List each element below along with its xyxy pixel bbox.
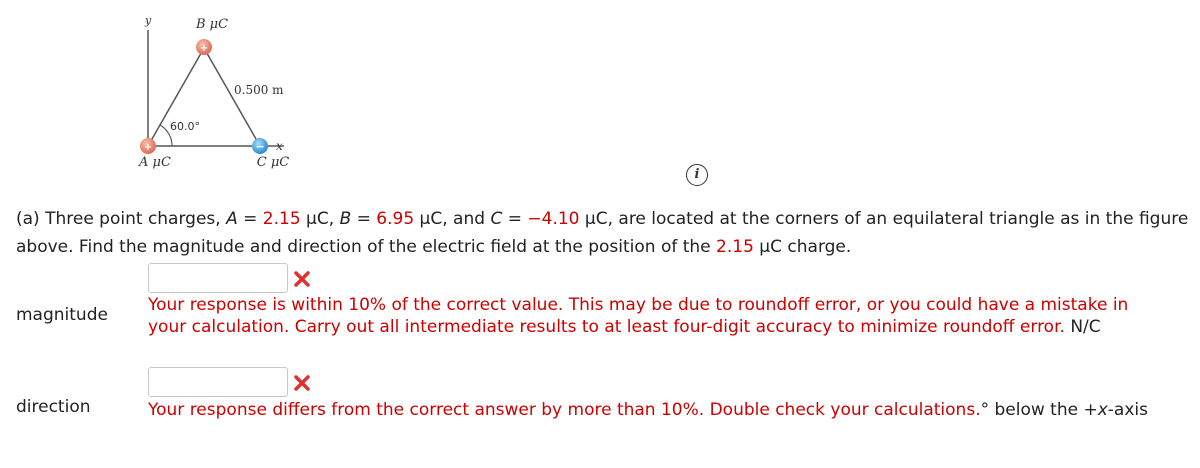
magnitude-unit: N/C — [1070, 317, 1101, 337]
question-prefix: (a) Three point charges, — [16, 209, 227, 229]
direction-feedback-text: Your response differs from the correct answer by more than 10%. Double check your calculations. — [148, 400, 981, 420]
question-suffix: μC charge. — [753, 237, 852, 257]
charge-c-label: C μC — [256, 155, 290, 170]
side-length-label: 0.500 m — [234, 83, 284, 97]
charge-b-sign: + — [199, 43, 209, 54]
eq-b: = — [351, 209, 377, 229]
var-a: A — [226, 209, 238, 229]
eq-c: = — [502, 209, 528, 229]
incorrect-icon — [293, 270, 311, 288]
unit-b: μC, and — [414, 209, 491, 229]
direction-label: direction — [16, 397, 91, 417]
triangle-side-bc — [204, 48, 260, 146]
value-c: −4.10 — [527, 209, 580, 229]
charge-triangle-figure — [0, 0, 320, 180]
direction-input[interactable] — [148, 367, 288, 397]
value-a: 2.15 — [262, 209, 301, 229]
magnitude-input[interactable] — [148, 263, 288, 293]
charge-b-label: B μC — [195, 17, 229, 32]
direction-unit-tail: -axis — [1107, 400, 1148, 420]
magnitude-feedback-text: Your response is within 10% of the correct value. This may be due to roundoff error, or you could have a mistake in your calculation. Carry out all intermediate results to at least four-digit accuracy to minimize roundoff error. — [148, 295, 1129, 337]
question-text — [16, 205, 1191, 261]
info-icon[interactable]: i — [686, 164, 708, 186]
var-b: B — [339, 209, 352, 229]
charge-a-label: A μC — [139, 155, 171, 170]
direction-unit: ° below the + — [980, 400, 1098, 420]
x-axis-label: x — [276, 139, 283, 153]
charge-c-sign: − — [255, 140, 265, 153]
eq-a: = — [237, 209, 263, 229]
incorrect-icon — [293, 374, 311, 392]
y-axis-label: y — [145, 14, 152, 27]
unit-a: μC, — [300, 209, 340, 229]
charge-a-sign: + — [143, 142, 153, 153]
unit-c: μC, are located at the corners of an equilateral triangle as in the figure above. Find the magnitude and direction of the electric field at the position of the — [16, 209, 1189, 257]
magnitude-label: magnitude — [16, 305, 108, 325]
magnitude-feedback — [148, 294, 1148, 338]
direction-feedback — [148, 399, 1193, 421]
value-b: 6.95 — [376, 209, 415, 229]
direction-unit-var: x — [1097, 400, 1108, 420]
value-position: 2.15 — [716, 237, 754, 257]
var-c: C — [490, 209, 503, 229]
angle-label: 60.0° — [170, 120, 200, 133]
